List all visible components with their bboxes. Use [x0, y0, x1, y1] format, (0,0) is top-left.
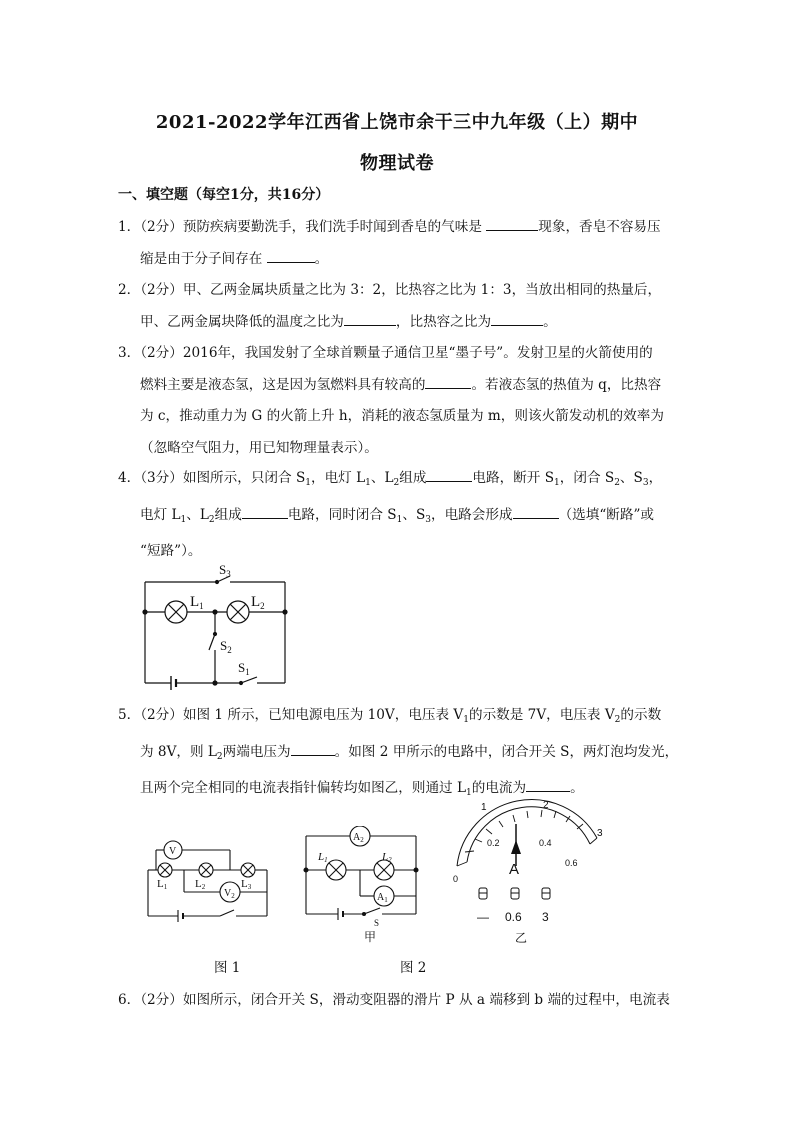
svg-text:L1: L1 [318, 851, 328, 864]
answer-blank [344, 311, 396, 326]
answer-blank [242, 504, 288, 519]
svg-text:0.6: 0.6 [565, 858, 578, 868]
q1-text: 。 [314, 250, 329, 267]
switch-s2 [209, 634, 215, 650]
question-1 [118, 212, 678, 275]
svg-text:3: 3 [542, 910, 549, 924]
answer-blank [267, 248, 315, 263]
answer-blank [526, 777, 570, 792]
question-3 [118, 338, 678, 464]
svg-text:A: A [509, 861, 520, 878]
circuit-diagram-q4 [135, 560, 300, 695]
svg-text:A2: $A_2$ [353, 832, 364, 844]
q3-text: 。若液态氢的热值为 q，比热容 [471, 376, 662, 393]
q1-text: 缩是由于分子间存在 [140, 250, 263, 267]
circuit-diagram-fig2-jia [300, 826, 425, 946]
exam-subtitle: 物理试卷 [360, 153, 434, 174]
svg-text:0: 0 [453, 874, 459, 884]
q3-text: 3．（2分）2016年，我国发射了全球首颗量子通信卫星“墨子号”。发射卫星的火箭使用的 [118, 345, 653, 361]
svg-text:S2: $S_2$ [220, 638, 232, 655]
svg-text:S: S [374, 918, 380, 928]
answer-blank [425, 374, 471, 389]
svg-text:1: 1 [481, 802, 487, 813]
answer-blank [513, 504, 559, 519]
svg-text:L2: L2 [382, 851, 392, 864]
question-4: 4．（3分）如图所示，只闭合 $S_1$，电灯 $L_1$、$L_2$组成 电路，断开 $S_1$，闭合 $S_2$、$S_3$， 电灯 $L_1$、$L_2$组成 电路，同时闭合 $S_1$、$S_3$，电路会形成 （选填“断路”或 “短路”）。 [118, 463, 678, 568]
svg-text:甲: 甲 [364, 930, 377, 944]
section-heading: 一、填空题（每空1分，共16分） [118, 187, 330, 203]
q2-text: 2．（2分）甲、乙两金属块质量之比为 3：2，比热容之比为 1：3，当放出相同的热量后， [118, 282, 662, 298]
q2-text: 甲、乙两金属块降低的温度之比为 [140, 313, 344, 330]
svg-text:A1: $A_1$ [377, 892, 388, 904]
q1-text: 现象，香皂不容易压 [538, 219, 661, 235]
svg-text:L2: L2 [195, 878, 206, 891]
svg-text:V2: $V_2$ [224, 888, 235, 900]
q3-text: 为 c，推动重力为 G 的火箭上升 h，消耗的液态氢质量为 m，则该火箭发动机的效率为 [140, 408, 664, 424]
question-2 [118, 275, 678, 338]
svg-text:S1: $S_1$ [238, 660, 250, 677]
ammeter-dial-fig2-yi [425, 796, 610, 946]
figure-caption-1: 图 1 [214, 960, 241, 976]
q3-text: 燃料主要是液态氢，这是因为氢燃料具有较高的 [140, 376, 426, 393]
svg-text:L1: $L_1$ [190, 594, 204, 611]
svg-text:0.4: 0.4 [539, 838, 552, 848]
q2-text: 。 [543, 313, 557, 330]
switch [364, 908, 380, 914]
switch [220, 910, 234, 916]
answer-blank [486, 216, 538, 231]
answer-blank [426, 467, 472, 482]
answer-blank [291, 741, 335, 756]
svg-text:V: V [169, 846, 177, 857]
question-6: 6．（2分）如图所示，闭合开关 S，滑动变阻器的滑片 P 从 a 端移到 b 端的过程中，电流表 [118, 992, 670, 1008]
svg-text:S3: $S_3$ [219, 562, 231, 579]
switch-s1 [241, 677, 257, 683]
svg-text:2: 2 [543, 800, 549, 811]
svg-text:0.2: 0.2 [487, 838, 500, 848]
svg-text:3: 3 [597, 828, 603, 839]
svg-text:—: — [477, 910, 489, 924]
svg-text:0.6: 0.6 [505, 910, 522, 924]
answer-blank [491, 311, 543, 326]
svg-text:L3: L3 [241, 878, 252, 891]
svg-text:L1: L1 [157, 878, 168, 891]
q2-text: ，比热容之比为 [395, 313, 492, 330]
svg-text:乙: 乙 [515, 931, 528, 945]
q1-text: 1．（2分）预防疾病要勤洗手，我们洗手时闻到香皂的气味是 [118, 219, 482, 235]
terminals [479, 888, 550, 899]
figure-caption-2: 图 2 [400, 960, 427, 976]
svg-text:L2: $L_2$ [251, 594, 265, 611]
question-5: 5．（2分）如图 1 所示，已知电源电压为 10V，电压表 $V_1$的示数是 7V，电压表 $V_2$的示数 为 8V，则 $L_2$两端电压为 。如图 2 甲所示的电路中，闭合开关 S，两灯泡均发光， 且两个完全相同的电流表指针偏转均如图乙，则通过 $L_1$的电流为 。 [118, 707, 679, 798]
exam-title: 2021-2022学年江西省上饶市余干三中九年级（上）期中 [155, 112, 639, 133]
circuit-diagram-fig1 [140, 830, 275, 922]
q3-text: （忽略空气阻力，用已知物理量表示）。 [140, 439, 378, 456]
